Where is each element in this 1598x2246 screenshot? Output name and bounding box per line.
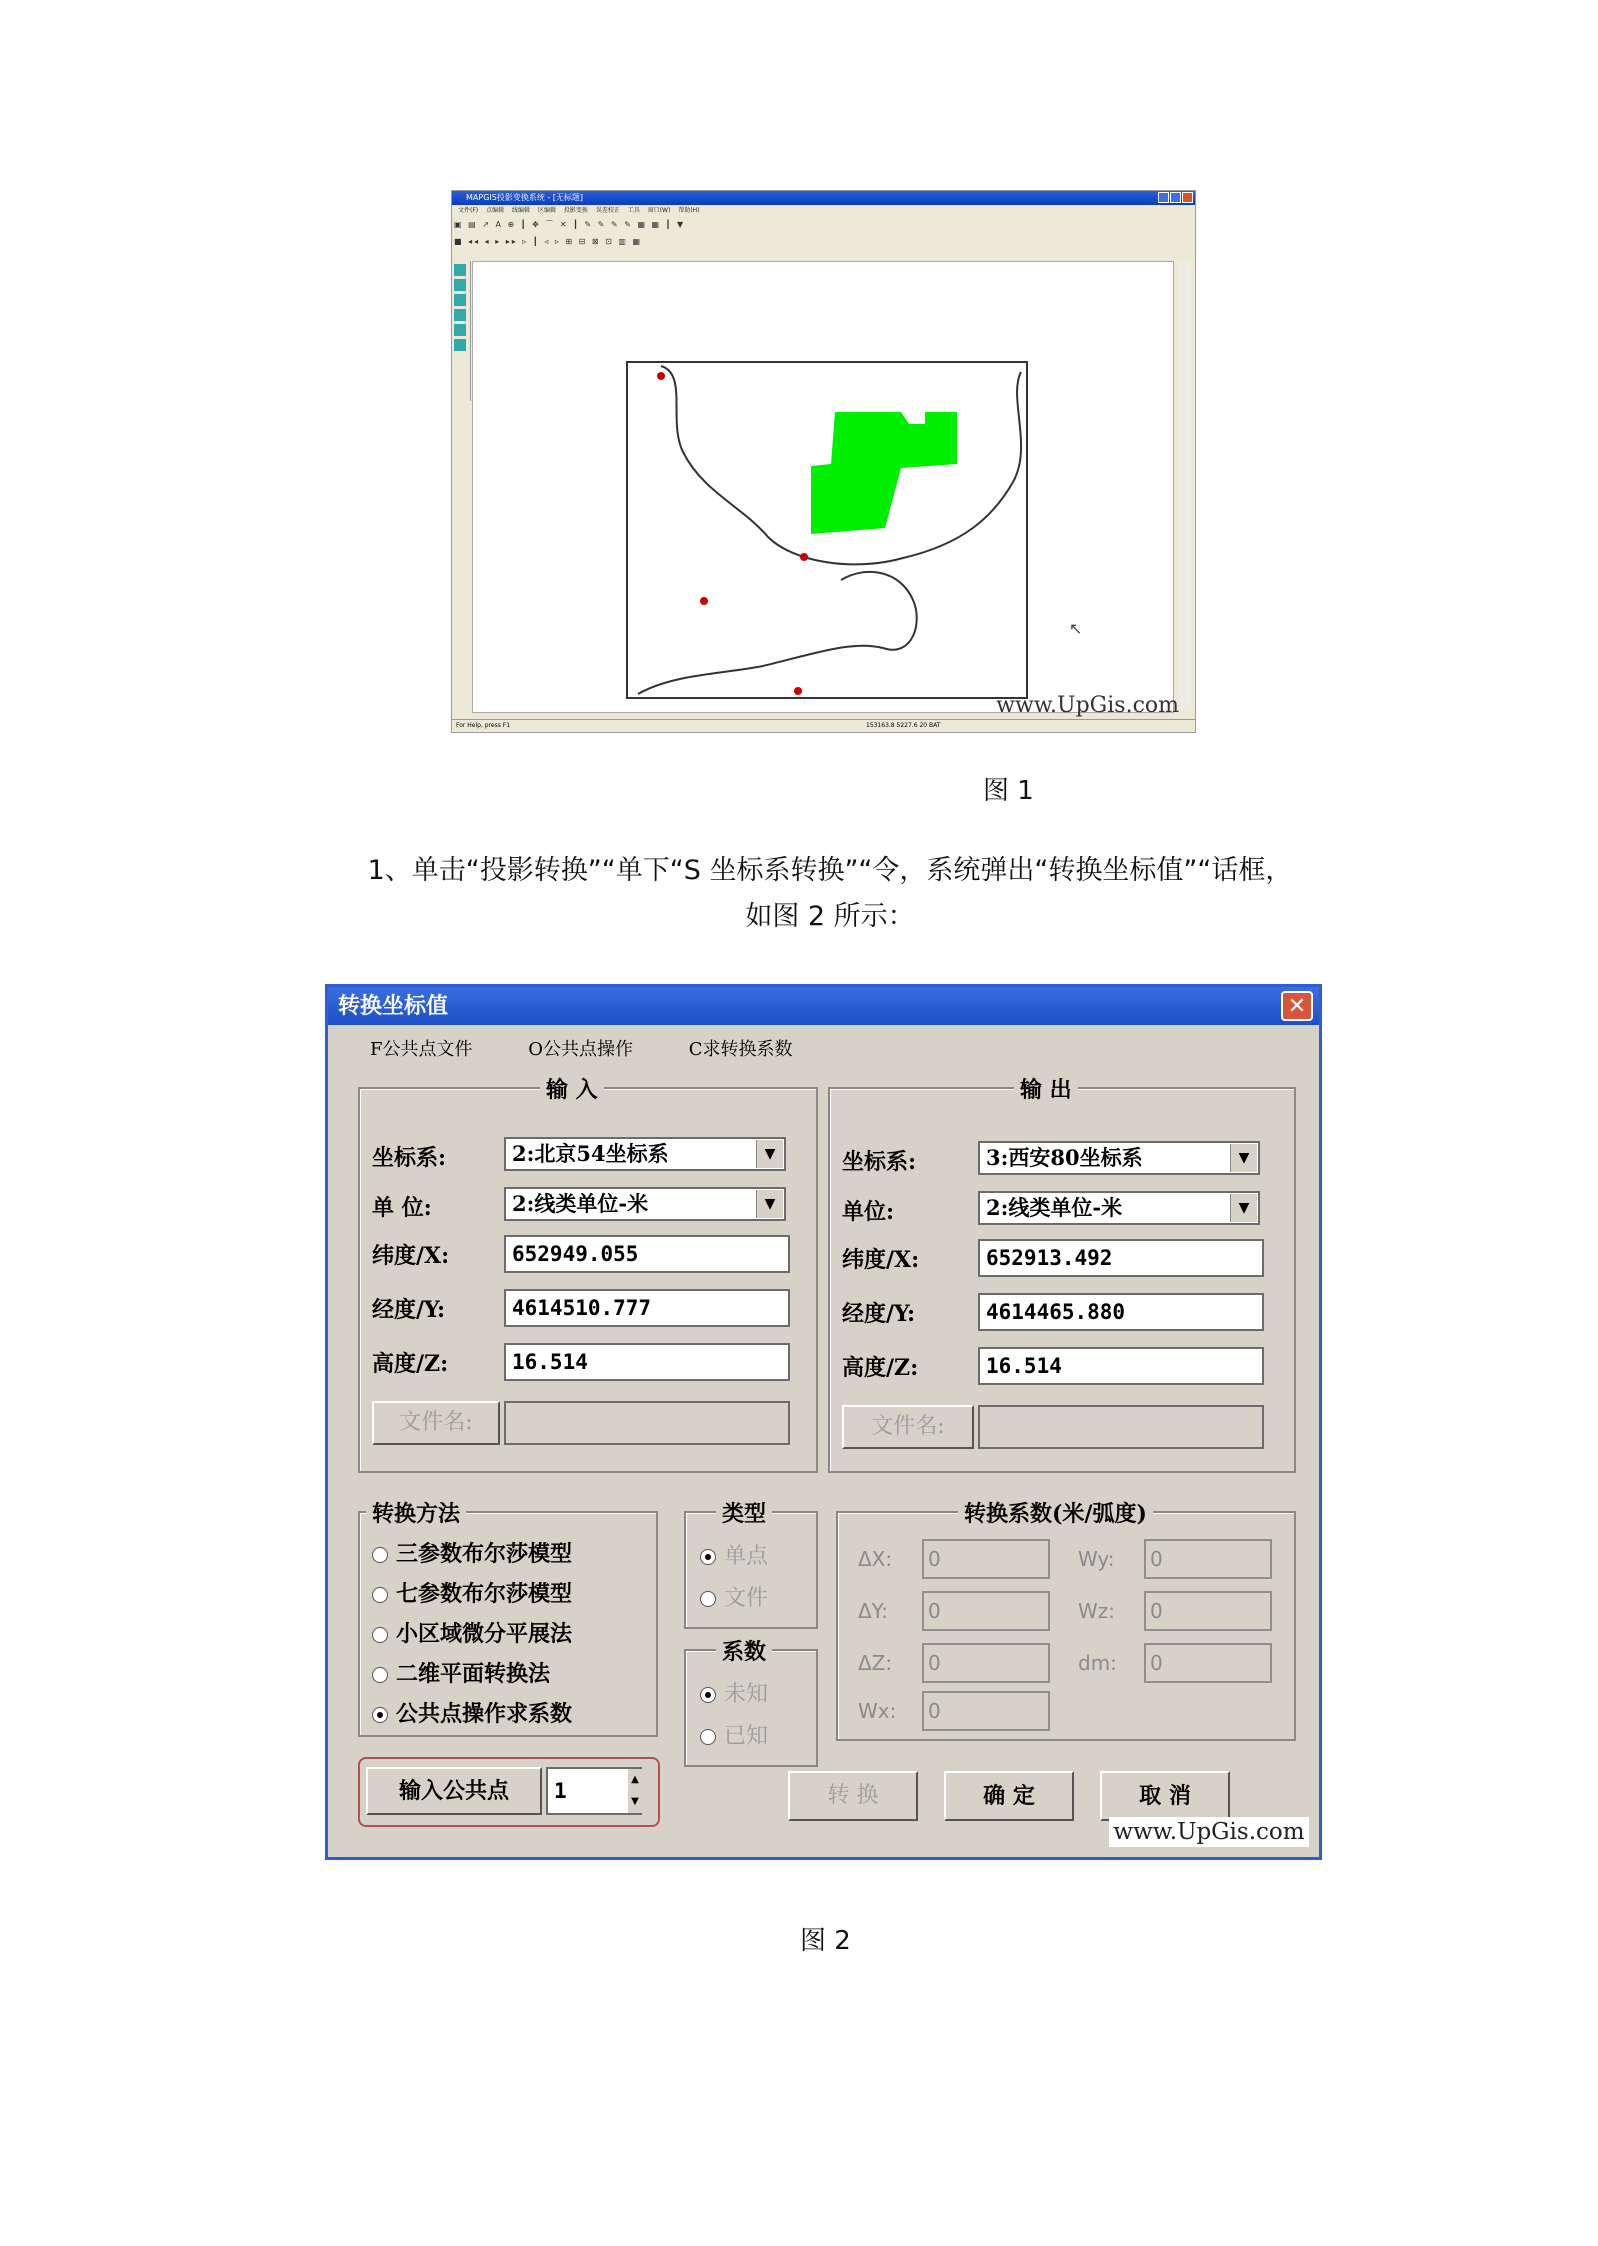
height-label: 高度/Z:: [842, 1355, 919, 1381]
coefficient-group-label: 系数: [716, 1635, 772, 1666]
select-value: 2:线类单位-米: [512, 1191, 649, 1216]
radio-label: 小区域微分平展法: [396, 1621, 573, 1647]
output-filename-button[interactable]: 文件名:: [842, 1405, 974, 1449]
menu-item[interactable]: 线编辑: [512, 207, 531, 214]
map-drawing: [473, 262, 1173, 712]
point-marker: [794, 687, 802, 695]
radio-icon[interactable]: [700, 1687, 716, 1703]
dm-label: dm:: [1078, 1651, 1117, 1675]
input-height-row: [372, 1343, 802, 1379]
input-coord-sys-select[interactable]: [504, 1137, 786, 1171]
map-canvas[interactable]: [472, 261, 1174, 713]
chevron-down-icon[interactable]: ▼: [1230, 1194, 1257, 1222]
dialog-title: 转换坐标值: [338, 993, 449, 1019]
toolbar-view[interactable]: ■ ◂◂ ◂ ▸ ▸▸ ▹ ┃ ◃ ▹ ⊞ ⊟ ⊠ ⊡ ▥ ▦: [454, 237, 643, 246]
menu-item[interactable]: 工具: [627, 207, 640, 214]
radio-icon[interactable]: [372, 1627, 388, 1643]
minimize-icon[interactable]: [1158, 192, 1169, 203]
input-group: [358, 1077, 818, 1473]
params-group-label: 转换系数(米/弧度): [958, 1497, 1153, 1528]
input-unit-row: [372, 1187, 802, 1223]
select-value: 2:线类单位-米: [986, 1195, 1123, 1220]
wy-label: Wy:: [1078, 1547, 1115, 1571]
tool-icon[interactable]: [454, 324, 466, 336]
watermark: www.UpGis.com: [996, 693, 1179, 718]
coefficients-params-group: [836, 1501, 1296, 1741]
radio-icon[interactable]: [700, 1549, 716, 1565]
coef-option-known[interactable]: [700, 1719, 768, 1750]
coord-sys-label: 坐标系:: [372, 1145, 447, 1171]
coord-sys-label: 坐标系:: [842, 1149, 917, 1175]
dy-field[interactable]: 0: [922, 1591, 1050, 1631]
dy-label: ΔY:: [858, 1599, 888, 1623]
figure-2-caption: 图 2: [800, 1926, 851, 1956]
radio-label: 已知: [724, 1724, 769, 1749]
select-value: 2:北京54坐标系: [512, 1141, 669, 1166]
status-help: For Help, press F1: [456, 722, 511, 729]
method-group: [358, 1501, 658, 1737]
paragraph-line: 如图 2 所示：: [745, 901, 915, 932]
radio-icon[interactable]: [372, 1547, 388, 1563]
output-group: [828, 1077, 1296, 1473]
close-button[interactable]: ✕: [1281, 991, 1313, 1021]
radio-label: 文件: [724, 1586, 769, 1611]
method-option-0[interactable]: [372, 1537, 572, 1568]
type-group: [684, 1501, 818, 1629]
menu-item[interactable]: 帮助(H): [678, 207, 700, 214]
tool-icon[interactable]: [454, 279, 466, 291]
unit-label: 单 位:: [372, 1195, 432, 1221]
method-group-label: 转换方法: [366, 1497, 466, 1528]
radio-label: 二维平面转换法: [396, 1661, 551, 1687]
output-lon-field[interactable]: 4614465.880: [978, 1293, 1264, 1331]
select-value: 3:西安80坐标系: [986, 1145, 1143, 1170]
output-filename-field[interactable]: [978, 1405, 1264, 1449]
lon-label: 经度/Y:: [842, 1301, 916, 1327]
input-lon-row: [372, 1289, 802, 1325]
input-lat-field[interactable]: 652949.055: [504, 1235, 790, 1273]
radio-label: 未知: [724, 1682, 769, 1707]
wx-label: Wx:: [858, 1699, 897, 1723]
paragraph-line: 1、单击“投影转换”“单下“S 坐标系转换”“令，系统弹出“转换坐标值”“话框，: [367, 855, 1293, 886]
output-coord-sys-select[interactable]: [978, 1141, 1260, 1175]
output-height-row: [842, 1347, 1282, 1383]
method-option-2[interactable]: [372, 1617, 572, 1648]
figure-1-caption: 图 1: [983, 776, 1034, 806]
wy-field[interactable]: 0: [1144, 1539, 1272, 1579]
status-coordinates: 153163.8 5227.6 20 BAT: [866, 722, 941, 729]
radio-label: 三参数布尔莎模型: [396, 1541, 573, 1567]
chevron-down-icon[interactable]: ▼: [756, 1190, 783, 1218]
wz-label: Wz:: [1078, 1599, 1116, 1623]
land-parcel-polygon: [811, 412, 957, 534]
points-count-spin[interactable]: 1: [546, 1767, 642, 1815]
menu-solve-coefficients[interactable]: C求转换系数: [688, 1039, 793, 1060]
chevron-down-icon[interactable]: ▼: [1230, 1144, 1257, 1172]
dialog-titlebar: [328, 987, 1319, 1025]
radio-label: 七参数布尔莎模型: [396, 1581, 573, 1607]
dx-field[interactable]: 0: [922, 1539, 1050, 1579]
dm-field[interactable]: 0: [1144, 1643, 1272, 1683]
close-icon[interactable]: [1182, 192, 1193, 203]
output-coord-sys-row: [842, 1141, 1282, 1177]
wx-field[interactable]: 0: [922, 1691, 1050, 1731]
output-lon-row: [842, 1293, 1282, 1329]
convert-button[interactable]: 转 换: [788, 1771, 918, 1821]
lat-label: 纬度/X:: [372, 1243, 450, 1269]
type-option-single[interactable]: [700, 1539, 768, 1570]
coefficient-group: [684, 1639, 818, 1767]
output-unit-row: [842, 1191, 1282, 1227]
dialog-menu: [370, 1035, 843, 1061]
radio-icon[interactable]: [372, 1707, 388, 1723]
maximize-icon[interactable]: [1170, 192, 1181, 203]
tool-icon[interactable]: [454, 339, 466, 351]
watermark: www.UpGis.com: [1109, 1817, 1309, 1847]
input-group-label: 输 入: [540, 1073, 604, 1104]
menu-item[interactable]: 误差校正: [595, 207, 620, 214]
menu-item[interactable]: 投影变换: [563, 207, 588, 214]
chevron-down-icon[interactable]: ▼: [756, 1140, 783, 1168]
tool-icon[interactable]: [454, 309, 466, 321]
input-coord-sys-row: [372, 1137, 802, 1173]
input-common-points-button[interactable]: 输入公共点: [366, 1767, 542, 1815]
radio-label: 公共点操作求系数: [396, 1701, 573, 1727]
radio-icon[interactable]: [700, 1729, 716, 1745]
ok-button[interactable]: 确 定: [944, 1771, 1074, 1821]
input-unit-select[interactable]: [504, 1187, 786, 1221]
tool-icon[interactable]: [454, 294, 466, 306]
input-filename-field[interactable]: [504, 1401, 790, 1445]
output-group-label: 输 出: [1014, 1073, 1078, 1104]
tool-icon[interactable]: [454, 264, 466, 276]
menu-item[interactable]: 窗口(W): [647, 207, 671, 214]
lon-label: 经度/Y:: [372, 1297, 446, 1323]
input-filename-button[interactable]: 文件名:: [372, 1401, 500, 1445]
radio-icon[interactable]: [372, 1587, 388, 1603]
input-height-field[interactable]: 16.514: [504, 1343, 790, 1381]
output-lat-row: [842, 1239, 1282, 1275]
method-option-4[interactable]: [372, 1697, 572, 1728]
output-unit-select[interactable]: [978, 1191, 1260, 1225]
method-option-1[interactable]: [372, 1577, 572, 1608]
vertical-scrollbar[interactable]: [1179, 261, 1191, 711]
app-title: MAPGIS投影变换系统 - [无标题]: [466, 193, 584, 202]
app-menubar: [452, 205, 1195, 217]
input-lat-row: [372, 1235, 802, 1271]
side-toolbar: [452, 261, 471, 401]
menu-common-points-file[interactable]: F公共点文件: [370, 1039, 473, 1060]
menu-common-points-ops[interactable]: O公共点操作: [528, 1039, 633, 1060]
menu-item[interactable]: 文件(F): [458, 207, 479, 214]
lat-label: 纬度/X:: [842, 1247, 920, 1273]
app-titlebar: [452, 191, 1195, 205]
radio-icon[interactable]: [700, 1591, 716, 1607]
type-option-file[interactable]: [700, 1581, 768, 1612]
output-lat-field[interactable]: 652913.492: [978, 1239, 1264, 1277]
type-group-label: 类型: [716, 1497, 772, 1528]
dx-label: ΔX:: [858, 1547, 893, 1571]
point-marker: [800, 553, 808, 561]
figure-1-app-screenshot: [451, 190, 1196, 733]
unit-label: 单位:: [842, 1199, 895, 1225]
output-height-field[interactable]: 16.514: [978, 1347, 1264, 1385]
instruction-paragraph: [290, 848, 1370, 940]
cancel-button[interactable]: 取 消: [1100, 1771, 1230, 1821]
status-bar: [452, 719, 1195, 732]
input-lon-field[interactable]: 4614510.777: [504, 1289, 790, 1327]
menu-item[interactable]: 区编辑: [537, 207, 556, 214]
convert-coordinates-dialog: [325, 984, 1322, 1860]
height-label: 高度/Z:: [372, 1351, 449, 1377]
river-line: [638, 572, 917, 694]
coef-option-unknown[interactable]: [700, 1677, 768, 1708]
dz-label: ΔZ:: [858, 1651, 893, 1675]
toolbar-edit[interactable]: ▣ ▤ ↗ A ⊕ ┃ ✥ ⌒ ✕ ┃ ✎ ✎ ✎ ✎ ▦ ▦ ┃ ▼: [454, 220, 686, 229]
dz-field[interactable]: 0: [922, 1643, 1050, 1683]
wz-field[interactable]: 0: [1144, 1591, 1272, 1631]
cursor-icon: ↖: [1069, 619, 1083, 638]
point-marker: [657, 372, 665, 380]
spin-arrows-icon[interactable]: ▲ ▼: [628, 1769, 642, 1813]
point-marker: [700, 597, 708, 605]
menu-item[interactable]: 点编辑: [486, 207, 505, 214]
radio-icon[interactable]: [372, 1667, 388, 1683]
method-option-3[interactable]: [372, 1657, 550, 1688]
radio-label: 单点: [724, 1544, 769, 1569]
